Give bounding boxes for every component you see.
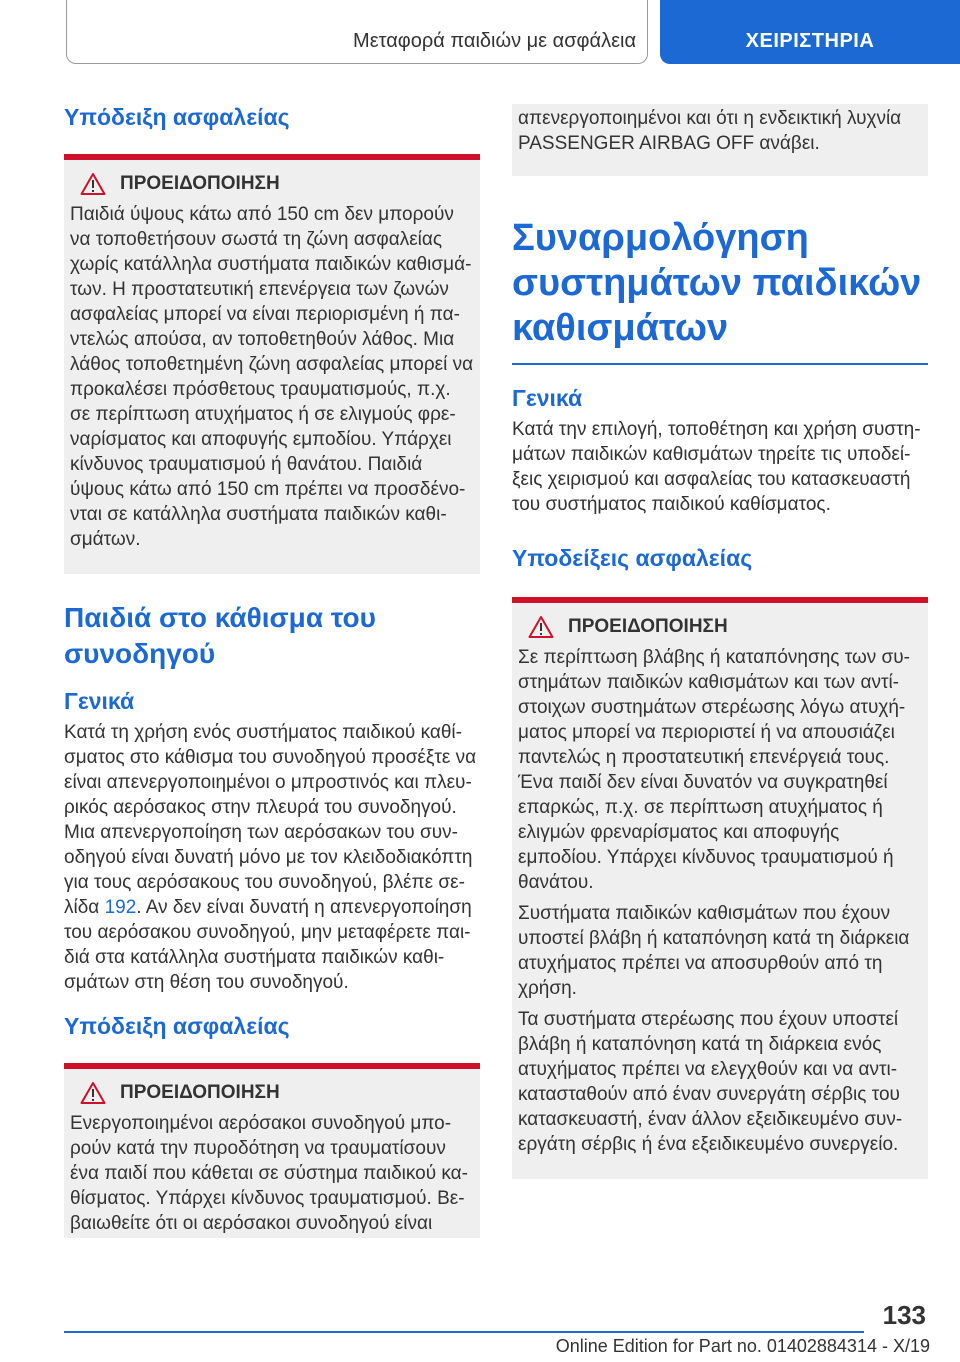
warning-box-2 — [64, 1069, 480, 1238]
header-section-tab[interactable] — [660, 0, 960, 64]
warning-text-continued: απενεργοποιημένοι και ότι η ενδεικτική λυχνία PASSENGER AIRBAG OFF ανάβει. — [518, 108, 902, 154]
chapter-heading: Συναρμολόγηση συστημάτων παιδικών καθισμάτων — [512, 217, 922, 349]
warning-title-label-3: ΠΡΟΕΙΔΟΠΟΙΗΣΗ — [568, 616, 728, 637]
body-text: Κατά τη χρήση ενός συστήματος παιδικού καθίσματος στο κάθισμα του συνοδηγού προσέξτε να είναι απενεργοποιημένοι ο μπροστινός και πλευρικός αερόσακος στην πλευρά του συνοδηγού. Μια απενεργοποίηση των αερόσακων του συνοδηγού είναι δυνατή μόνο με τον κλειδοδιακόπτη για τους αερόσακους του συνοδηγού, βλέπε σελίδα 192. Αν δεν είναι δυνατή η απενεργοποίηση του αερόσακου συνοδηγού, μην μεταφέρετε παιδιά στα κατάλληλα συστήματα παιδικών καθισμάτων στη θέση του συνοδηγού. — [64, 722, 477, 993]
warning-triangle-icon — [528, 615, 554, 639]
warning-title-2 — [80, 1081, 474, 1105]
section-heading: Παιδιά στο κάθισμα του συνοδηγού — [64, 602, 376, 669]
footer-rule — [64, 1331, 864, 1333]
warning-paragraph-2: Συστήματα παιδικών καθισμάτων που έχουν υποστεί βλάβη ή καταπόνηση κατά τη διάρκεια ατυχήματος πρέπει να αποσυρθούν από τη χρήση. — [518, 903, 910, 999]
warning-title-3 — [528, 615, 922, 639]
warning-title — [80, 172, 474, 196]
safety-note-heading-2: Υπόδειξη ασφαλείας — [64, 1013, 290, 1039]
warning-title-label-2: ΠΡΟΕΙΔΟΠΟΙΗΣΗ — [120, 1082, 280, 1103]
left-column — [64, 92, 480, 1238]
warning-box — [64, 160, 480, 574]
warning-paragraph-3: Τα συστήματα στερέωσης που έχουν υποστεί βλάβη ή καταπόνηση κατά τη διάρκεια ενός ατυχήματος πρέπει να ελεγχθούν και να αντικατασταθούν από έναν συνεργάτη σέρβις του κατασκευαστή, έναν άλλον εξειδικευμένο συνεργάτη σέρβις ή ένα εξειδικευμένο συνεργείο. — [518, 1009, 903, 1155]
right-column — [512, 104, 928, 1179]
subsection-heading: Γενικά — [64, 688, 135, 714]
warning-text-2: Ενεργοποιημένοι αερόσακοι συνοδηγού μπορούν κατά την πυροδότηση να τραυματίσουν ένα παιδί που κάθεται σε σύστημα παιδικού καθίσματος. Υπάρχει κίνδυνος τραυματισμού. Βεβαιωθείτε ότι οι αερόσακοι συνοδηγού είναι — [70, 1113, 468, 1234]
footer-edition: Online Edition for Part no. 01402884314 - X/19 — [555, 1336, 930, 1356]
warning-triangle-icon — [80, 1081, 106, 1105]
warning-triangle-icon — [80, 172, 106, 196]
warning-paragraph-1: Σε περίπτωση βλάβης ή καταπόνησης των συστημάτων παιδικών καθισμάτων και των αντίστοιχων συστημάτων στερέωσης λόγω ατυχήματος μπορεί να περιοριστεί ή να απουσιάζει παντελώς η προστατευτική επενέργειά τους. Ένα παιδί δεν είναι δυνατόν να συγκρατηθεί επαρκώς, π.χ. σε περίπτωση ατυχήματος ή ελιγμών φρεναρίσματος και αποφυγής εμποδίου. Υπάρχει κίνδυνος τραυματισμού ή θανάτου. — [518, 647, 910, 893]
safety-notes-heading: Υποδείξεις ασφαλείας — [512, 545, 753, 571]
general-text: Κατά την επιλογή, τοποθέτηση και χρήση συστημάτων παιδικών καθισμάτων τηρείτε τις υποδείξεις χειρισμού και ασφαλείας του κατασκευαστή του συστήματος παιδικού καθίσματος. — [512, 419, 921, 515]
page-link[interactable]: 192 — [104, 897, 137, 918]
warning-box-3 — [512, 603, 928, 1179]
warning-box-continued — [512, 104, 928, 176]
page-number: 133 — [882, 1300, 926, 1330]
warning-text: Παιδιά ύψους κάτω από 150 cm δεν μπορούν να τοποθετήσουν σωστά τη ζώνη ασφαλείας χωρίς κατάλληλα συστήματα παιδικών καθισμάτων. Η προστατευτική επενέργεια των ζωνών ασφαλείας μπορεί να είναι περιορισμένη ή παντελώς απούσα, αν τοποθετηθούν λάθος. Μια λάθος τοποθετημένη ζώνη ασφαλείας μπορεί να προκαλέσει πρόσθετους τραυματισμούς, π.χ. σε περίπτωση ατυχήματος ή σε ελιγμούς φρεναρίσματος και αποφυγής εμποδίου. Υπάρχει κίνδυνος τραυματισμού ή θανάτου. Παιδιά ύψους κάτω από 150 cm πρέπει να προσδένονται σε κατάλληλα συστήματα παιδικών καθισμάτων. — [70, 204, 474, 550]
header-chapter-title: Μεταφορά παιδιών με ασφάλεια — [353, 30, 636, 52]
general-heading: Γενικά — [512, 385, 583, 411]
header-section-label: ΧΕΙΡΙΣΤΗΡΙΑ — [745, 30, 875, 52]
safety-note-heading: Υπόδειξη ασφαλείας — [64, 104, 290, 130]
warning-title-label: ΠΡΟΕΙΔΟΠΟΙΗΣΗ — [120, 173, 280, 194]
